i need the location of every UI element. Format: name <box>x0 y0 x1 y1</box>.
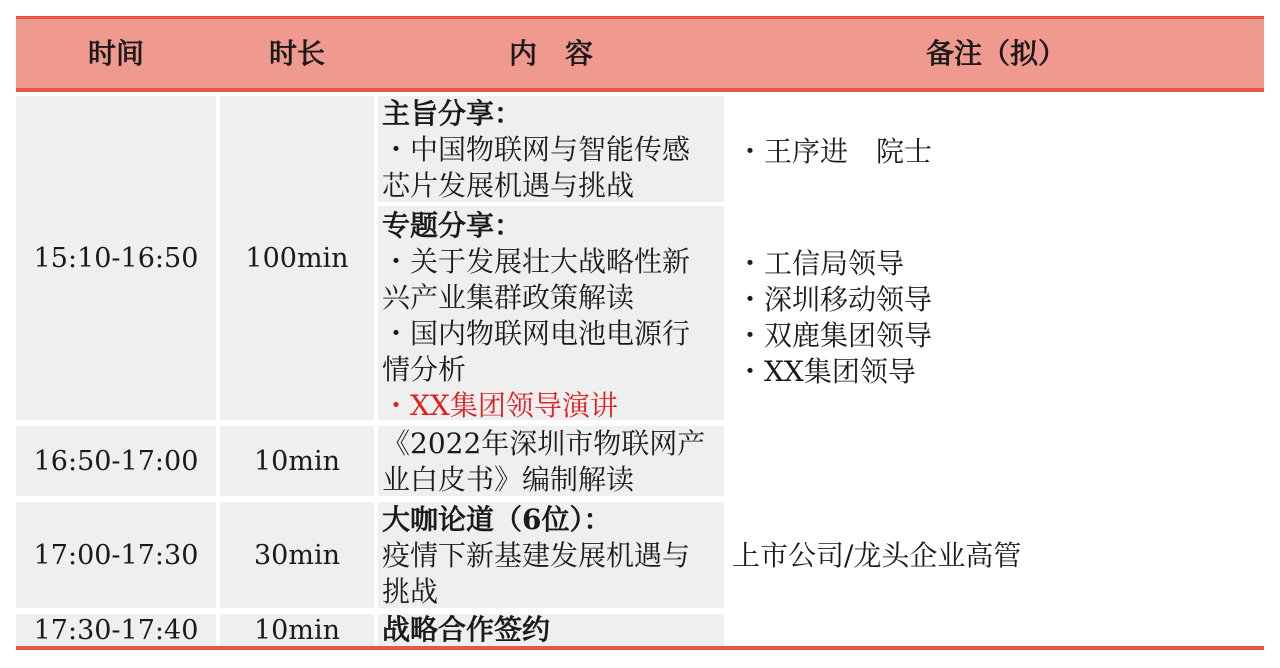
row2-content-cell <box>378 426 724 496</box>
topic-line: ・关于发展壮大战略性新 <box>382 245 691 278</box>
row1-note: ・双鹿集团领导 <box>736 319 933 352</box>
table-bottom-border <box>16 646 1264 650</box>
topic-line: ・国内物联网电池电源行 <box>382 317 691 350</box>
row1-note: ・深圳移动领导 <box>736 283 933 316</box>
content-line: 《2022年深圳市物联网产 <box>382 427 706 460</box>
row3-content-cell <box>378 502 724 608</box>
row1-duration: 100min <box>220 96 374 420</box>
keynote-line: ・中国物联网与智能传感 <box>382 133 691 166</box>
header-duration: 时长 <box>268 37 325 70</box>
row1-time: 15:10-16:50 <box>16 96 216 420</box>
header-time: 时间 <box>87 37 144 70</box>
content-line: 业白皮书》编制解读 <box>382 463 635 496</box>
row1-note: ・工信局领导 <box>736 247 905 280</box>
row1-topics-cell <box>378 206 724 420</box>
row3-duration: 30min <box>220 502 374 608</box>
row1-keynote-cell <box>378 96 724 202</box>
row4-duration: 10min <box>220 614 374 646</box>
row3-note: 上市公司/龙头企业高管 <box>732 539 1022 572</box>
row2-duration: 10min <box>220 426 374 496</box>
topic-line: 情分析 <box>382 353 467 386</box>
row2-time: 16:50-17:00 <box>16 426 216 496</box>
row4-content-cell <box>378 614 724 646</box>
header-content: 内 容 <box>508 37 593 70</box>
row1-note: ・XX集团领导 <box>736 355 916 388</box>
topic-line: 兴产业集群政策解读 <box>382 281 635 314</box>
agenda-table <box>16 16 1264 652</box>
topic-highlight: ・XX集团领导演讲 <box>382 389 618 422</box>
topics-title: 专题分享： <box>382 209 523 242</box>
row3-time: 17:00-17:30 <box>16 502 216 608</box>
header-note: 备注（拟） <box>925 37 1066 70</box>
keynote-line: 芯片发展机遇与挑战 <box>382 169 635 202</box>
keynote-title: 主旨分享： <box>382 97 523 130</box>
signing-title: 战略合作签约 <box>382 613 551 646</box>
row1-note-speaker: ・王序进 院士 <box>736 135 933 168</box>
content-line: 挑战 <box>382 575 439 608</box>
table-header <box>16 16 1264 92</box>
forum-title: 大咖论道（6位）： <box>382 503 612 536</box>
content-line: 疫情下新基建发展机遇与 <box>382 539 691 572</box>
row4-time: 17:30-17:40 <box>16 614 216 646</box>
